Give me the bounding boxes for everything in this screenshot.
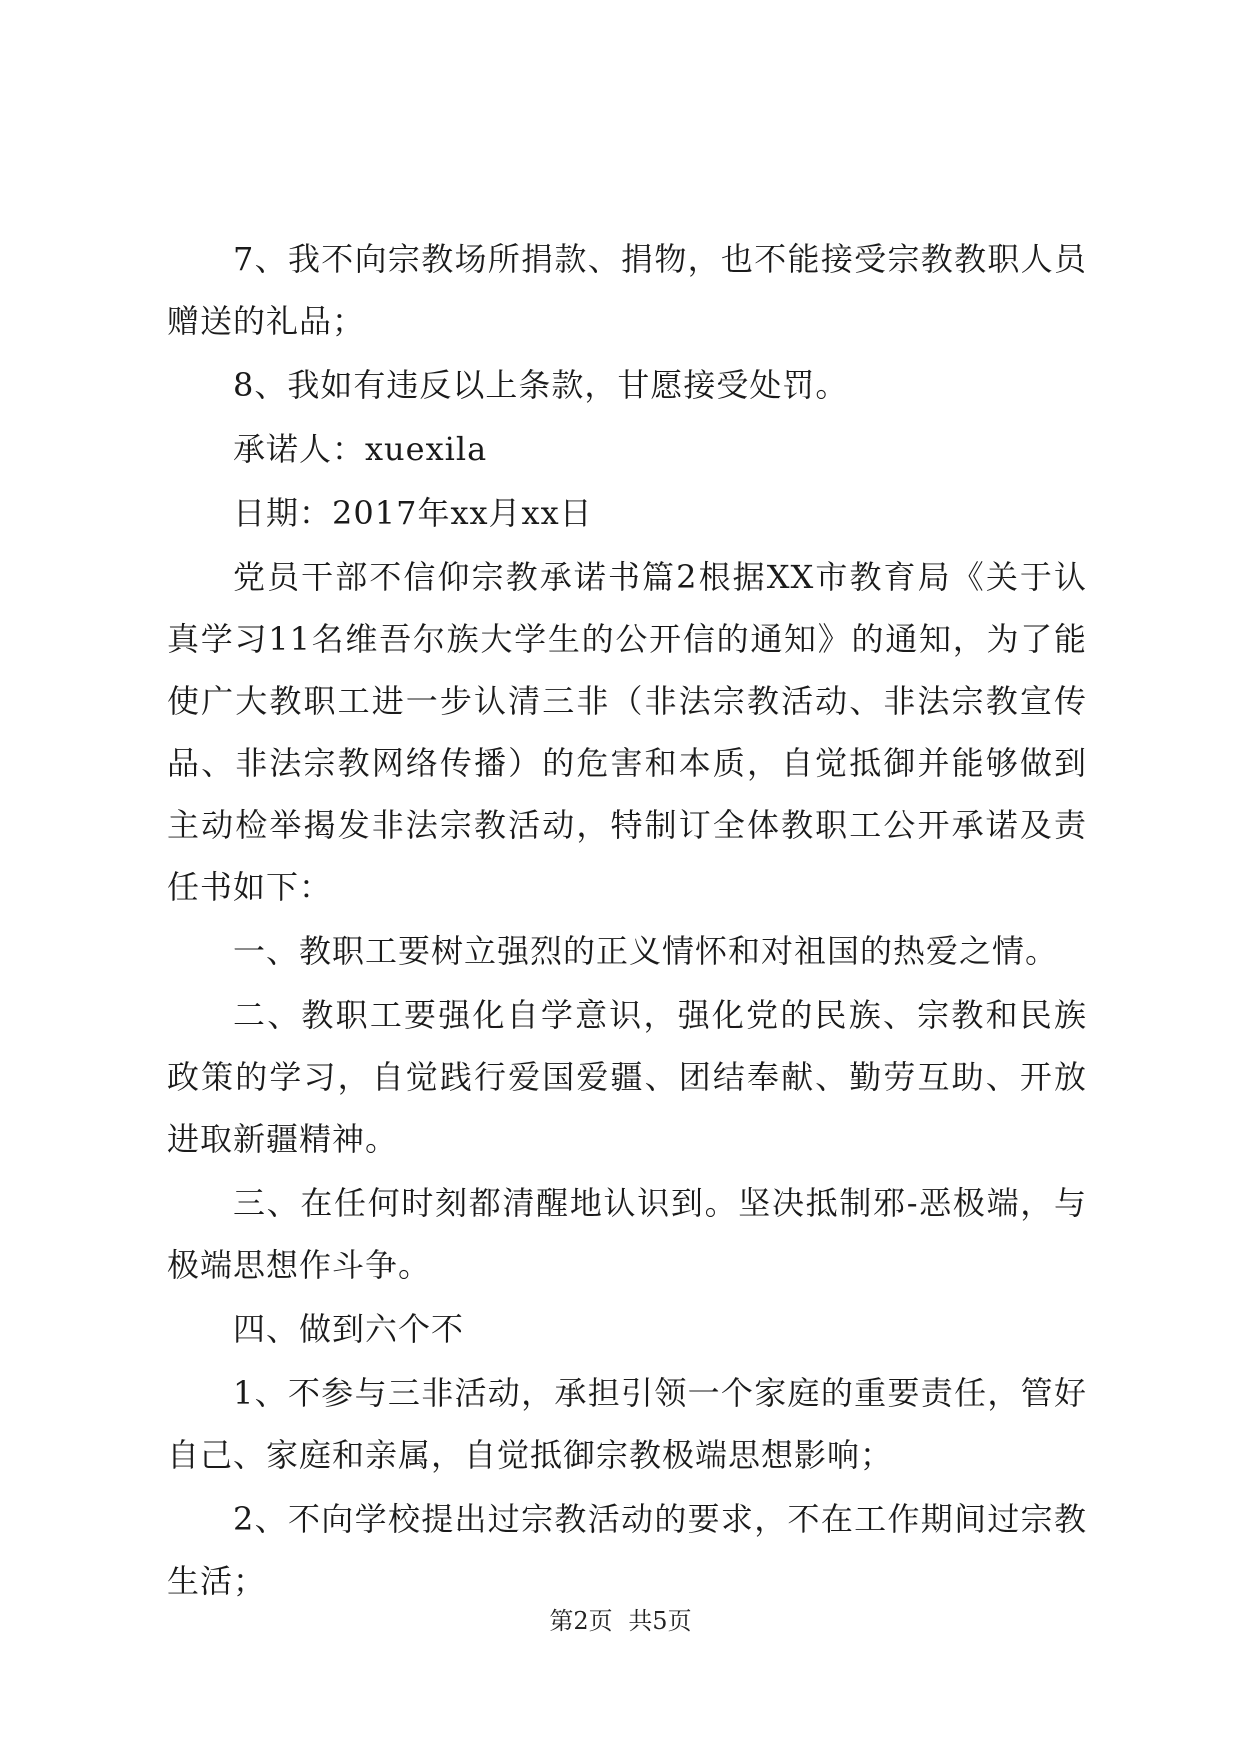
paragraph-point-3: 三、在任何时刻都清醒地认识到。坚决抵制邪-恶极端，与极端思想作斗争。 — [167, 1184, 1087, 1284]
paragraph-subitem-1: 1、不参与三非活动，承担引领一个家庭的重要责任，管好自己、家庭和亲属，自觉抵御宗教极端思想影响； — [167, 1374, 1087, 1474]
signatory-line: 承诺人：xuexila — [233, 430, 488, 468]
paragraph-item-8: 8、我如有违反以上条款，甘愿接受处罚。 — [233, 366, 849, 404]
page-footer — [0, 1606, 1241, 1636]
paragraph-point-4-heading: 四、做到六个不 — [233, 1310, 465, 1348]
section-intro-paragraph: 党员干部不信仰宗教承诺书篇2根据XX市教育局《关于认真学习11名维吾尔族大学生的公开信的通知》的通知，为了能使广大教职工进一步认清三非（非法宗教活动、非法宗教宣传品、非法宗教网络传播）的危害和本质，自觉抵御并能够做到主动检举揭发非法宗教活动，特制订全体教职工公开承诺及责任书如下： — [167, 558, 1087, 906]
paragraph-item-7: 7、我不向宗教场所捐款、捐物，也不能接受宗教教职人员赠送的礼品； — [167, 240, 1087, 340]
paragraph-point-1: 一、教职工要树立强烈的正义情怀和对祖国的热爱之情。 — [233, 932, 1059, 970]
paragraph-subitem-2: 2、不向学校提出过宗教活动的要求，不在工作期间过宗教生活； — [167, 1500, 1087, 1600]
paragraph-point-2: 二、教职工要强化自学意识，强化党的民族、宗教和民族政策的学习，自觉践行爱国爱疆、团结奉献、勤劳互助、开放进取新疆精神。 — [167, 996, 1087, 1158]
date-line: 日期：2017年xx月xx日 — [233, 494, 593, 532]
page-number: 第2页 — [549, 1607, 613, 1635]
document-body — [167, 228, 1087, 1614]
page-total: 共5页 — [628, 1607, 692, 1635]
